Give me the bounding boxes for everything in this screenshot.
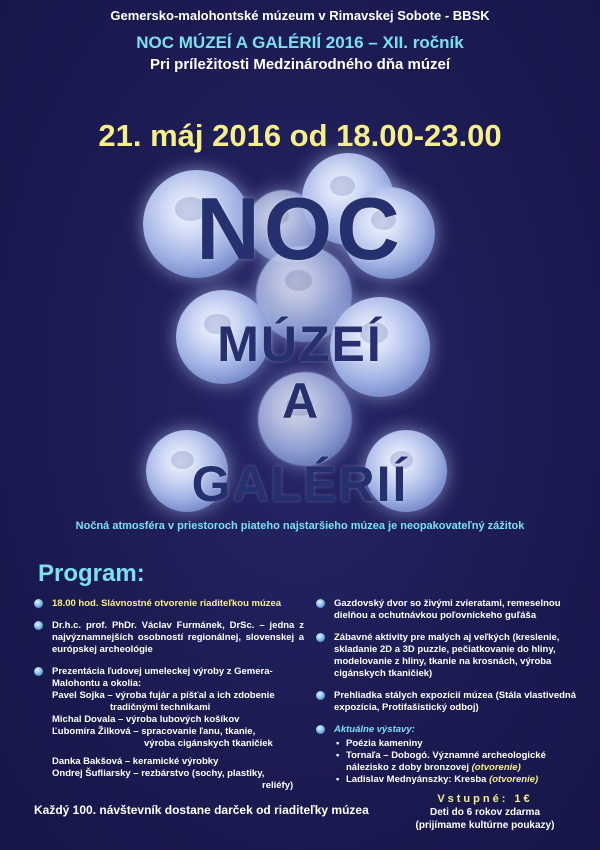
program-item-text: Dr.h.c. prof. PhDr. Václav Furmánek, DrSc. – jedna z najvýznamnejších osobností regionálnej, slovenskej a európskej archeológie <box>52 620 304 655</box>
vouchers-note: (prijímame kultúrne poukazy) <box>415 820 555 831</box>
artisan-line: Danka Bakšová – keramické výrobky <box>52 756 219 767</box>
program-item <box>34 598 304 610</box>
organizer-name: Gemersko-malohontské múzeum v Rimavskej Sobote - BBSK <box>110 8 490 23</box>
program-left-column <box>34 598 304 802</box>
artisan-line: tradičnými technikami <box>110 702 211 713</box>
event-title: NOC MÚZEÍ A GALÉRIÍ 2016 – XII. ročník <box>136 33 464 52</box>
title-word-galerii: GALÉRIÍ <box>191 456 409 512</box>
program-heading: Program: <box>38 560 145 587</box>
exhibition-name: Tornaľa – Dobogó. Významné archeologické nálezisko z doby bronzovej <box>346 750 546 773</box>
title-word-a: A <box>281 373 319 429</box>
list-item <box>334 750 576 774</box>
opening-tag: (otvorenie) <box>471 762 521 773</box>
list-item <box>334 738 576 750</box>
artisan-line: Ľubomíra Žilková – spracovanie ľanu, tkanie, <box>52 726 256 737</box>
artisan-line: reliéfy) <box>262 780 294 791</box>
program-item <box>34 620 304 656</box>
artisan-line: Ondrej Šufliarsky – rezbárstvo (sochy, plastiky, <box>52 768 265 779</box>
artisan-line: výroba cigánskych tkaničiek <box>144 738 273 749</box>
moon-bullet-icon <box>316 599 325 608</box>
moon-bullet-icon <box>34 621 43 630</box>
program-item <box>316 724 576 786</box>
opening-tag: (otvorenie) <box>489 774 539 785</box>
program-item <box>34 666 304 792</box>
moon-bullet-icon <box>316 633 325 642</box>
moon-bullet-icon <box>316 725 325 734</box>
event-occasion: Pri príležitosti Medzinárodného dňa múzeí <box>149 56 451 73</box>
admission-info <box>400 793 570 832</box>
event-date-time: 21. máj 2016 od 18.00-23.00 <box>98 118 502 153</box>
program-item-text: Prehliadka stálych expozícií múzea (Stála vlastivedná expozícia, Protifašistický odboj) <box>334 690 576 713</box>
program-item-text: Prezentácia ľudovej umeleckej výroby z Gemera-Malohontu a okolia: <box>52 666 273 689</box>
artisan-line: Michal Dovala – výroba lubových košíkov <box>52 714 240 725</box>
exhibition-list <box>334 738 576 786</box>
program-item-text: Gazdovský dvor so živými zvieratami, remeselnou dielňou a ochutnávkou poľovníckeho guľáša <box>334 598 561 621</box>
program-right-column <box>316 598 576 796</box>
moon-bullet-icon <box>34 667 43 676</box>
children-free: Deti do 6 rokov zdarma <box>429 807 541 818</box>
current-exhibitions-heading: Aktuálne výstavy: <box>334 724 415 735</box>
program-item <box>316 598 576 622</box>
tagline: Nočná atmosféra v priestoroch piateho najstaršieho múzea je neopakovateľný zážitok <box>75 520 525 532</box>
program-item-text: Zábavné aktivity pre malých aj veľkých (kreslenie, skladanie 2D a 3D puzzle, pečiatkovanie do hliny, modelovanie z hliny, tkanie na krosnách, výroba cigánskych tkaničiek) <box>334 632 560 679</box>
title-word-muzei: MÚZEÍ <box>217 316 383 372</box>
artisan-line: Pavel Sojka – výroba fujár a píšťal a ich zdobenie <box>52 690 275 701</box>
program-item-text: 18.00 hod. Slávnostné otvorenie riaditeľkou múzea <box>52 598 282 609</box>
program-item <box>316 632 576 680</box>
admission-price: Vstupné: 1€ <box>437 793 533 805</box>
moon-bullet-icon <box>316 691 325 700</box>
title-word-noc: NOC <box>196 179 404 278</box>
gift-note: Každý 100. návštevník dostane darček od riaditeľky múzea <box>34 803 369 817</box>
exhibition-name: Ladislav Mednyánszky: Kresba <box>346 774 487 785</box>
program-item <box>316 690 576 714</box>
list-item <box>334 774 576 786</box>
moon-bullet-icon <box>34 599 43 608</box>
exhibition-name: Poézia kameniny <box>346 738 423 749</box>
